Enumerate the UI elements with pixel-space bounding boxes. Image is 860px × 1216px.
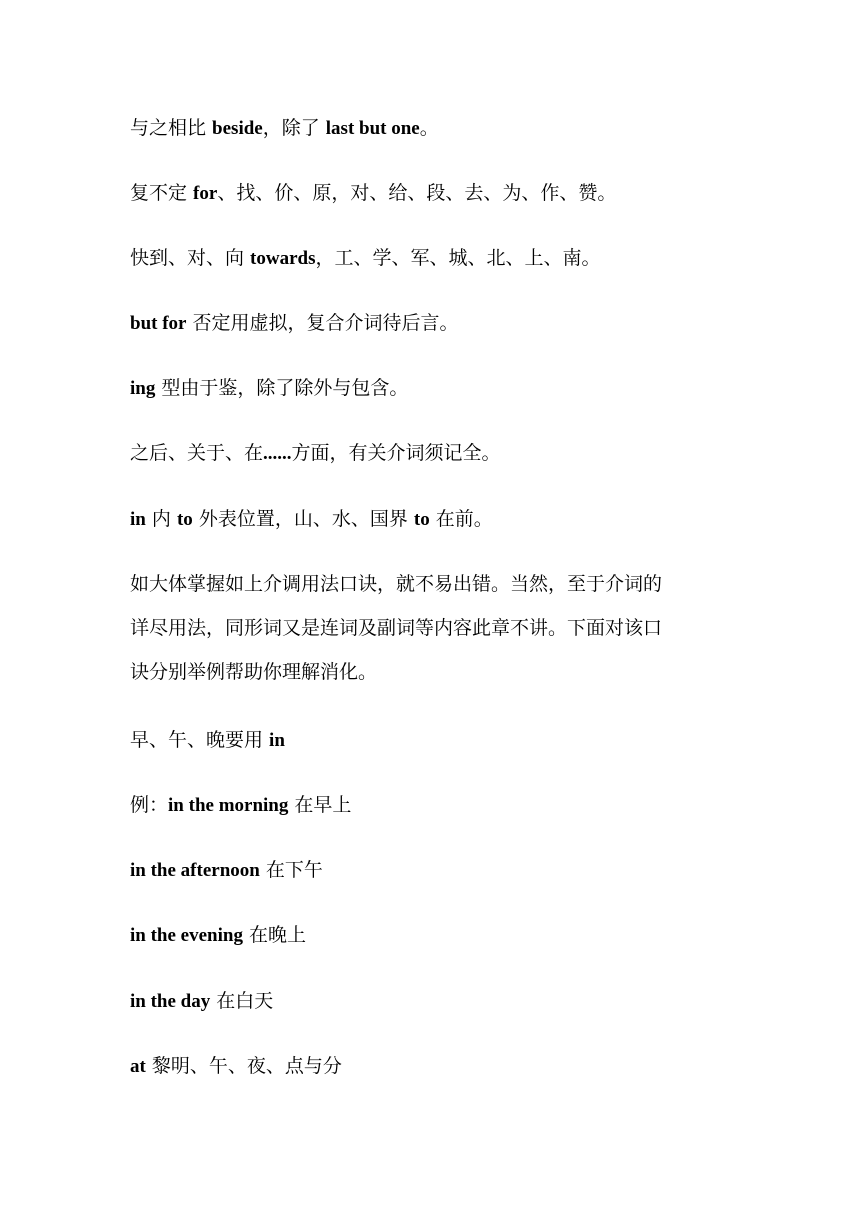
rhyme-line-6: 之后、关于、在......方面，有关介词须记全。 [130,442,501,464]
paragraph-line-2: 详尽用法，同形词又是连词及副词等内容此章不讲。下面对该口 [130,617,663,639]
example-line-3: in the evening 在晚上 [130,924,306,946]
rhyme-line-3: 快到、对、向 towards，工、学、军、城、北、上、南。 [130,247,601,269]
paragraph-line-3: 诀分别举例帮助你理解消化。 [130,661,378,683]
section-heading: 早、午、晚要用 in [130,729,285,751]
paragraph-line-1: 如大体掌握如上介调用法口诀，就不易出错。当然，至于介词的 [130,573,663,595]
example-line-2: in the afternoon 在下午 [130,859,323,881]
rhyme-line-2: 复不定 for、找、价、原，对、给、段、去、为、作、赞。 [130,182,617,204]
rhyme-line-4: but for 否定用虚拟，复合介词待后言。 [130,312,459,334]
rhyme-line-1: 与之相比 beside，除了 last but one。 [130,117,439,139]
next-section-heading: at 黎明、午、夜、点与分 [130,1055,342,1077]
rhyme-line-5: ing 型由于鉴，除了除外与包含。 [130,377,409,399]
rhyme-line-7: in 内 to 外表位置，山、水、国界 to 在前。 [130,508,493,530]
example-line-4: in the day 在白天 [130,990,274,1012]
example-line-1: 例：in the morning 在早上 [130,794,352,816]
